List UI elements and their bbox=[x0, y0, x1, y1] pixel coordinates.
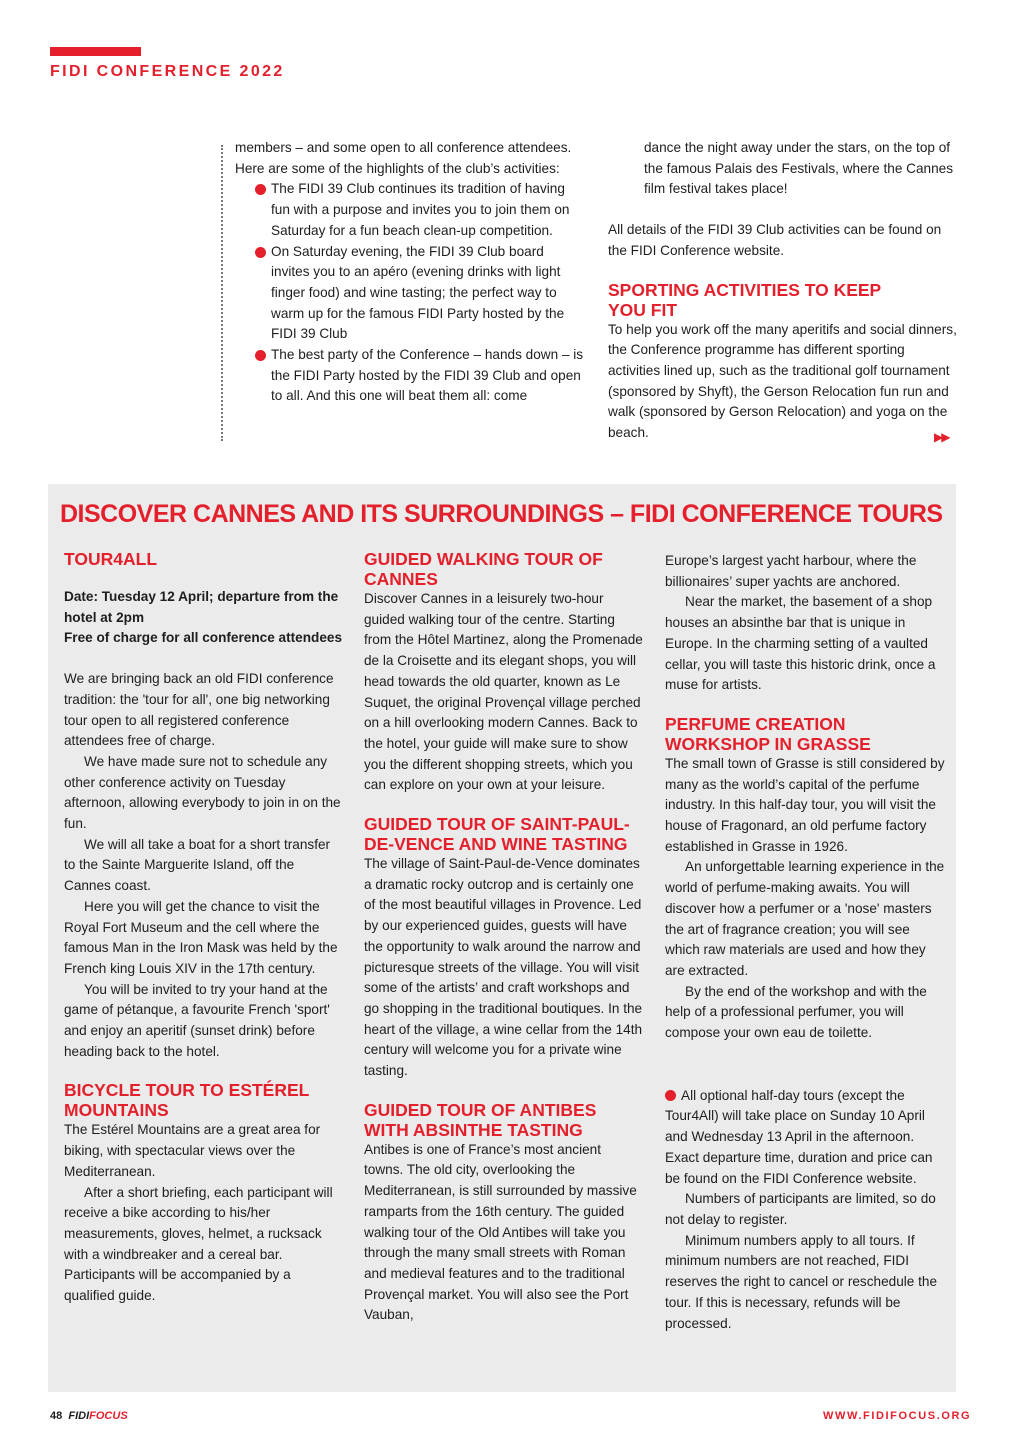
antibes-heading: GUIDED TOUR OF ANTIBES WITH ABSINTHE TASTING bbox=[364, 1099, 597, 1140]
bullet-icon bbox=[255, 184, 266, 195]
dotted-divider bbox=[221, 145, 223, 441]
tour4all-paragraph: We are bringing back an old FIDI conference tradition: the 'tour for all', one big networking tour open to all registered conference attendees free of charge. bbox=[64, 671, 334, 749]
tour4all-free: Free of charge for all conference attendees bbox=[64, 630, 343, 646]
continue-arrow-icon: ▶▶ bbox=[934, 430, 949, 444]
cannes-heading: GUIDED WALKING TOUR OF CANNES bbox=[364, 549, 603, 589]
tours-note: All optional half-day tours (except the Tour4All) will take place on Sunday 10 April and Wednesday 13 April in the afternoon. Exact departure time, duration and price can be found on the FIDI Conference website. bbox=[665, 1087, 933, 1186]
tour4all-date: Date: Tuesday 12 April; departure from the hotel at 2pm bbox=[64, 589, 339, 625]
list-item: The FIDI 39 Club continues its tradition of having fun with a purpose and invites you to join them on Saturday for a fun beach clean-up competition. bbox=[255, 179, 585, 241]
bullet-icon bbox=[255, 247, 266, 258]
bicycle-paragraph: The Estérel Mountains are a great area for biking, with spectacular views over the Mediterranean. bbox=[64, 1122, 321, 1179]
bicycle-paragraph: After a short briefing, each participant will receive a bike according to his/her measurements, gloves, helmet, a rucksack with a windbreaker and a cereal bar. Participants will be accompanied by a qualified guide. bbox=[64, 1184, 333, 1304]
header-accent-bar bbox=[50, 47, 141, 56]
section-title: FIDI CONFERENCE 2022 bbox=[50, 63, 285, 80]
tour4all-paragraph: We have made sure not to schedule any other conference activity on Tuesday afternoon, allowing everybody to join in on the fun. bbox=[64, 753, 341, 832]
tours-column-3 bbox=[665, 551, 945, 1334]
perfume-paragraph: The small town of Grasse is still considered by many as the world’s capital of the perfume industry. In this half-day tour, you will visit the house of Fragonard, an old perfume factory established in Grasse in 1926. bbox=[665, 755, 945, 854]
tour4all-paragraph: You will be invited to try your hand at the game of pétanque, a favourite French 'sport' and enjoy an aperitif (sunset drink) before heading back to the hotel. bbox=[64, 981, 330, 1059]
page-number: 48 bbox=[50, 1410, 63, 1422]
tours-note: Numbers of participants are limited, so do not delay to register. bbox=[665, 1191, 936, 1227]
antibes-continuation: Europe’s largest yacht harbour, where the billionaires’ super yachts are anchored. bbox=[665, 553, 917, 589]
tour4all-paragraph: We will all take a boat for a short transfer to the Sainte Marguerite Island, off the Cannes coast. bbox=[64, 836, 331, 894]
brand-logo-focus: FOCUS bbox=[89, 1410, 128, 1422]
list-item: The best party of the Conference – hands down – is the FIDI Party hosted by the FIDI 39 Club and open to all. And this one will beat them all: come bbox=[255, 345, 585, 407]
footer-page-info bbox=[50, 1410, 128, 1422]
stpaul-heading: GUIDED TOUR OF SAINT-PAUL-DE-VENCE AND WINE TASTING bbox=[364, 814, 630, 855]
tours-note: Minimum numbers apply to all tours. If minimum numbers are not reached, FIDI reserves the right to cancel or reschedule the tour. If this is necessary, refunds will be processed. bbox=[665, 1232, 938, 1331]
party-continuation: dance the night away under the stars, on the top of the famous Palais des Festivals, where the Cannes film festival takes place! bbox=[644, 140, 954, 197]
club-activities-list bbox=[255, 179, 585, 407]
panel-title: DISCOVER CANNES AND ITS SURROUNDINGS – FIDI CONFERENCE TOURS bbox=[60, 500, 943, 528]
footer-website-link[interactable]: WWW.FIDIFOCUS.ORG bbox=[823, 1410, 972, 1422]
list-item: On Saturday evening, the FIDI 39 Club board invites you to an apéro (evening drinks with light finger food) and wine tasting; the perfect way to warm up for the famous FIDI Party hosted by the FIDI 39 Club bbox=[255, 242, 585, 346]
tours-column-1 bbox=[64, 549, 344, 1307]
intro-text: members – and some open to all conference attendees. Here are some of the highlights of the club’s activities: bbox=[235, 140, 572, 176]
brand-logo-fidi: FIDI bbox=[68, 1410, 90, 1422]
perfume-heading: PERFUME CREATION WORKSHOP IN GRASSE bbox=[665, 713, 871, 754]
bicycle-heading: BICYCLE TOUR TO ESTÉREL MOUNTAINS bbox=[64, 1080, 310, 1121]
tour4all-paragraph: Here you will get the chance to visit the Royal Fort Museum and the cell where the famous Man in the Iron Mask was held by the French king Louis XIV in the 17th century. bbox=[64, 898, 338, 976]
perfume-paragraph: By the end of the workshop and with the help of a professional perfumer, you will compose your own eau de toilette. bbox=[665, 983, 927, 1041]
tour4all-heading: TOUR4ALL bbox=[64, 549, 158, 569]
intro-left-column bbox=[235, 138, 585, 407]
antibes-paragraph: Near the market, the basement of a shop houses an absinthe bar that is unique in Europe. In the charming setting of a vaulted cellar, you will taste this historic drink, once a muse for artists. bbox=[665, 594, 936, 693]
intro-right-column bbox=[608, 138, 958, 444]
tours-column-2 bbox=[364, 549, 644, 1326]
antibes-paragraph: Antibes is one of France’s most ancient towns. The old city, overlooking the Mediterranean, is still surrounded by massive ramparts from the 16th century. The guided walking tour of the Old Antibes will take you through the many small streets with Roman and medieval features and to the traditional Provençal market. You will also see the Port Vauban, bbox=[364, 1141, 637, 1323]
sport-text: To help you work off the many aperitifs and social dinners, the Conference programme has different sporting activities lined up, such as the traditional golf tournament (sponsored by Shyft), the Gerson Relocation fun run and walk (sponsored by Gerson Relocation) and yoga on the beach. bbox=[608, 321, 957, 441]
bullet-icon bbox=[665, 1090, 676, 1101]
club-details: All details of the FIDI 39 Club activities can be found on the FIDI Conference website. bbox=[608, 222, 942, 258]
cannes-paragraph: Discover Cannes in a leisurely two-hour guided walking tour of the centre. Starting from the Hôtel Martinez, along the Promenade de la Croisette and its elegant shops, you will head towards the old quarter, known as Le Suquet, the original Provençal village perched on a hill overlooking modern Cannes. Back to the hotel, your guide will make sure to show you the different shopping streets, which you can explore on your own at your leisure. bbox=[364, 591, 643, 793]
stpaul-paragraph: The village of Saint-Paul-de-Vence dominates a dramatic rocky outcrop and is certainly one of the most beautiful villages in Provence. Led by our experienced guides, guests will have the opportunity to walk around the narrow and picturesque streets of the village. You will visit some of the artists’ and craft workshops and go shopping in the traditional boutiques. In the heart of the village, a wine cellar from the 14th century will welcome you for a private wine tasting. bbox=[364, 856, 643, 1079]
sport-heading: SPORTING ACTIVITIES TO KEEP YOU FIT bbox=[608, 279, 881, 320]
bullet-icon bbox=[255, 350, 266, 361]
perfume-paragraph: An unforgettable learning experience in the world of perfume-making awaits. You will discover how a perfumer or a 'nose' masters the art of fragrance creation; you will see which raw materials are used and how they are extracted. bbox=[665, 859, 945, 978]
